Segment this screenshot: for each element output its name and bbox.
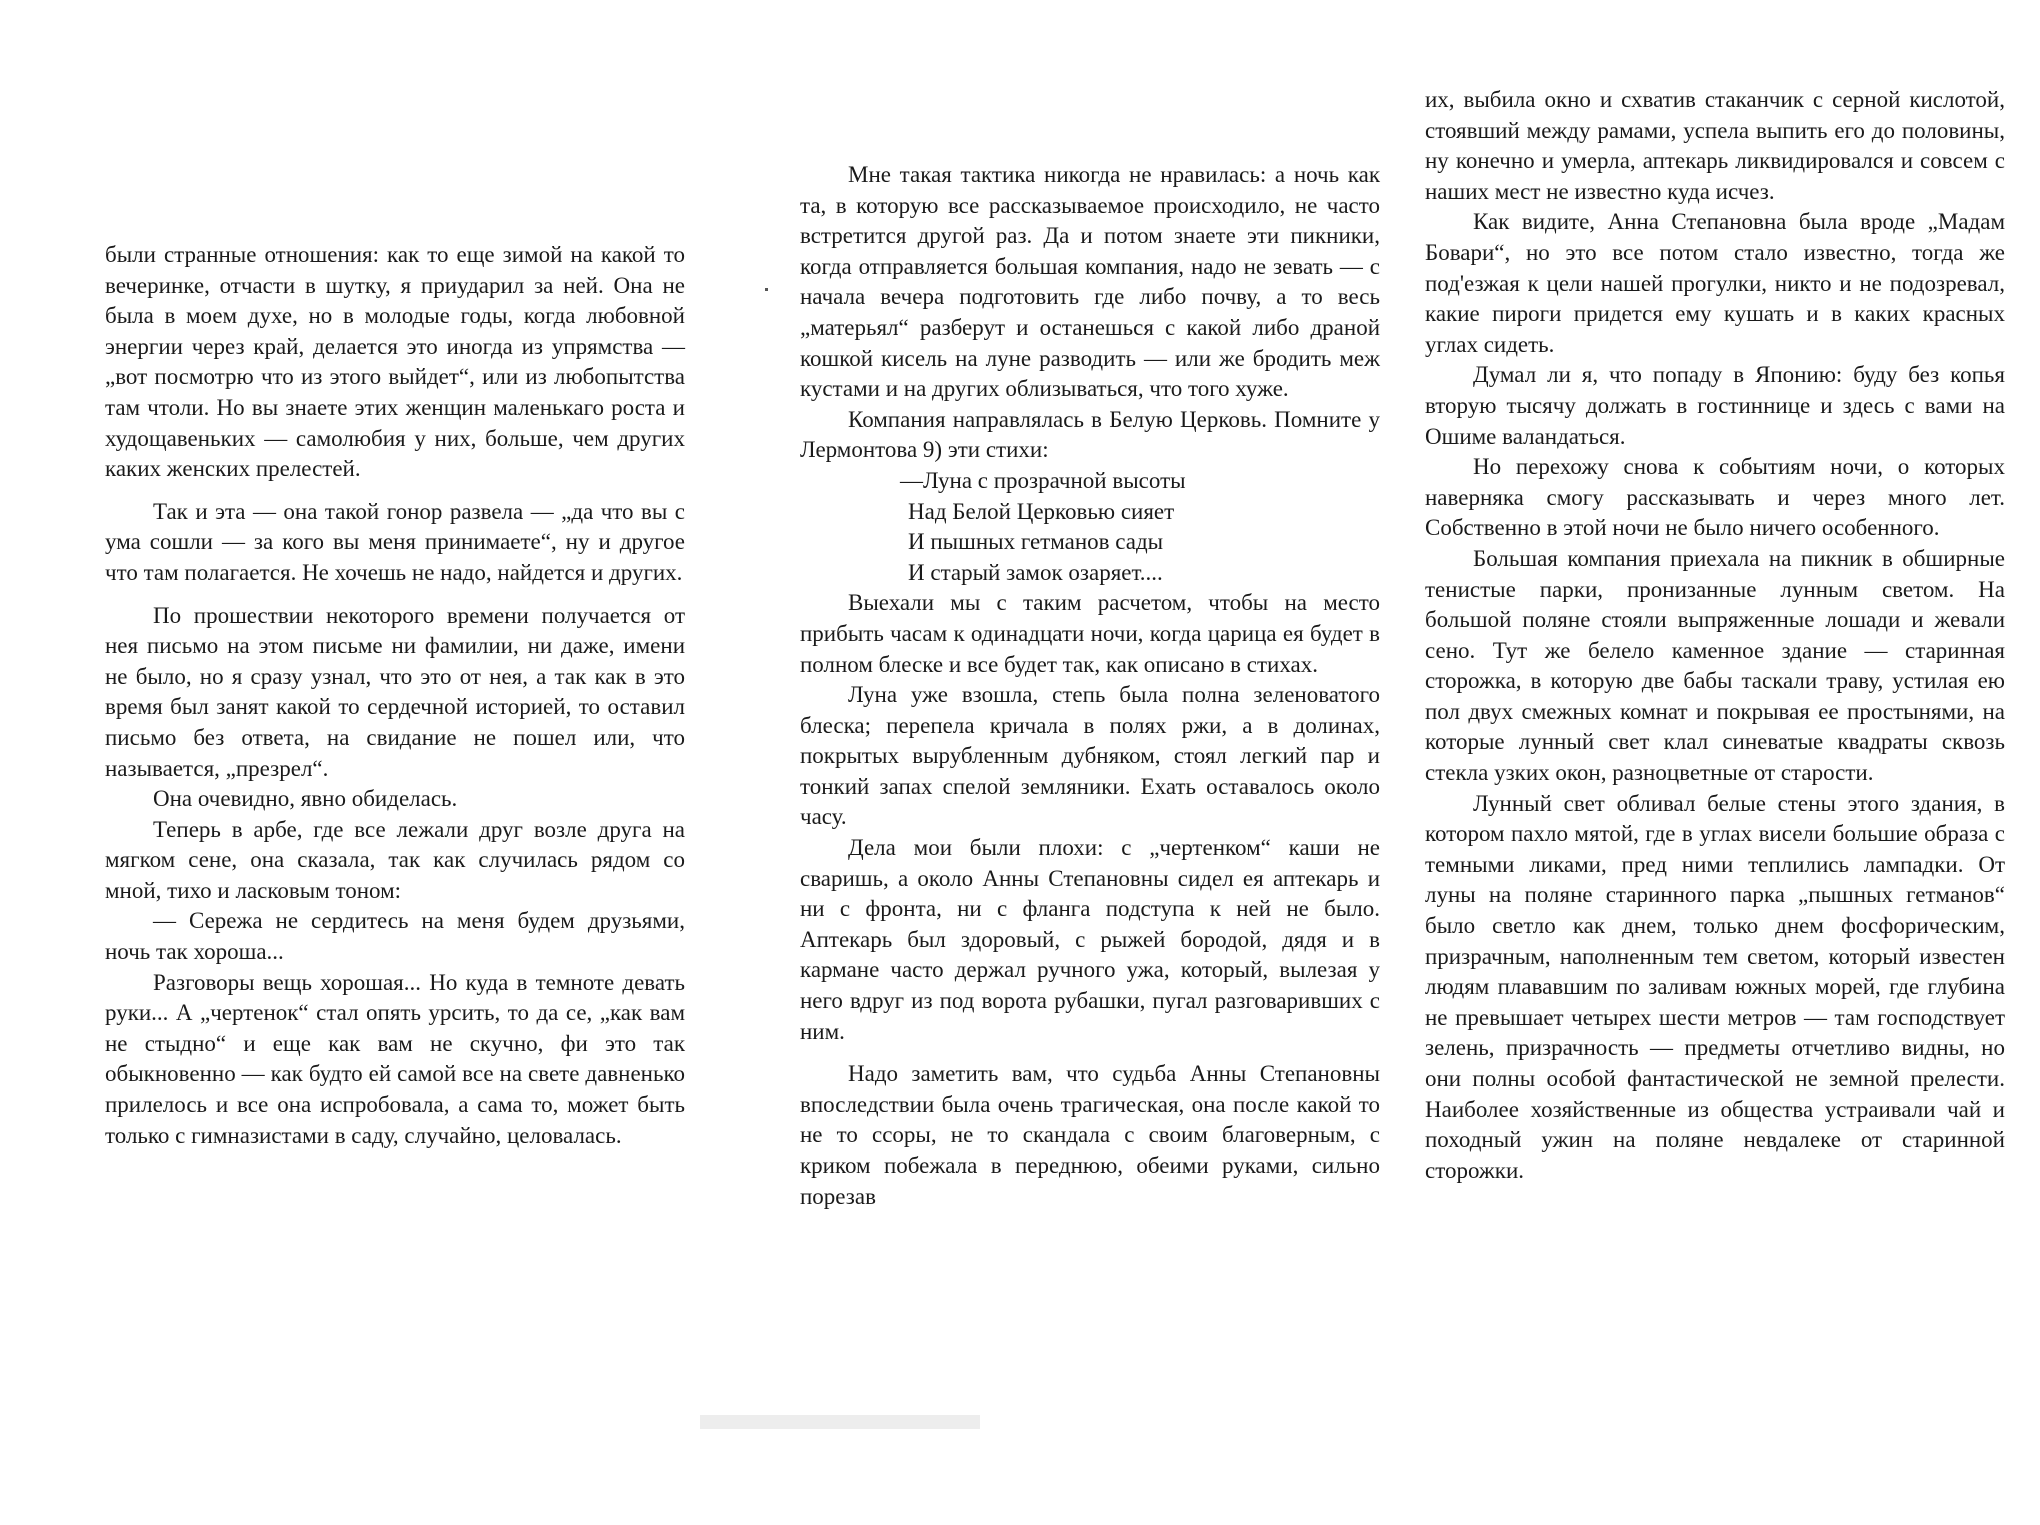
- paragraph: — Сережа не сердитесь на меня будем друзьями, ночь так хороша...: [105, 908, 685, 965]
- print-speck: [765, 288, 768, 291]
- paragraph: их, выбила окно и схватив стаканчик с серной кислотой, стоявший между рамами, успела выпить его до половины, ну конечно и умерла, аптекарь ликвидировался и совсем с наших мест не известно куда исчез.: [1425, 87, 2005, 204]
- paragraph: были странные отношения: как то еще зимой на какой то вечеринке, отчасти в шутку, я приударил за ней. Она не была в моем духе, но в молодые годы, когда любовной энергии через край, делается это иногда из упрямства — „вот посмотрю что из этого выйдет“, или из любопытства там чтоли. Но вы знаете этих женщин маленькаго роста и худощавеньких — самолюбия у них, больше, чем других каких женских прелестей.: [105, 242, 685, 482]
- column-right: [1425, 85, 2005, 1186]
- paragraph: Думал ли я, что попаду в Японию: буду без копья вторую тысячу должать в гостиннице и здесь с вами на Ошиме валандаться.: [1425, 362, 2005, 449]
- column-middle: [800, 160, 1380, 1212]
- paragraph: Но перехожу снова к событиям ночи, о которых наверняка смогу рассказывать и через много лет. Собственно в этой ночи не было ничего особенного.: [1425, 454, 2005, 541]
- column-left: [105, 240, 685, 1151]
- paragraph: Надо заметить вам, что судьба Анны Степановны впоследствии была очень трагическая, она после какой то не то ссоры, не то скандала с своим благоверным, с криком побежала в переднюю, обеими руками, сильно порезав: [800, 1061, 1380, 1209]
- paragraph: Теперь в арбе, где все лежали друг возле друга на мягком сене, она сказала, так как случилась рядом со мной, тихо и ласковым тоном:: [105, 816, 685, 903]
- paragraph: Луна уже взошла, степь была полна зеленоватого блеска; перепела кричала в полях ржи, а в долинах, покрытых вырубленным дубняком, стоял легкий пар и тонкий запах спелой земляники. Ехать оставалось около часу.: [800, 682, 1380, 830]
- paragraph: Так и эта — она такой гонор развела — „да что вы с ума сошли — за кого вы меня принимаете“, ну и другое что там полагается. Не хочешь не надо, найдется и других.: [105, 498, 685, 585]
- paragraph: Мне такая тактика никогда не нравилась: а ночь как та, в которую все рассказываемое происходило, не часто встретится другой раз. Да и потом знаете эти пикники, когда отправляется большая компания, надо не зевать — с начала вечера подготовить где либо почву, а то весь „матерьял“ разберут и останешься с какой либо драной кошкой кисель на луне разводить — или же бродить меж кустами и на других облизываться, что того хуже.: [800, 162, 1380, 402]
- print-smudge: [700, 1415, 980, 1429]
- paragraph: Компания направлялась в Белую Церковь. Помните у Лермонтова 9) эти стихи:: [800, 406, 1380, 463]
- paragraph: Разговоры вещь хорошая... Но куда в темноте девать руки... А „чертенок“ стал опять урсить, то да се, „как вам не стыдно“ и еще как вам не скучно, фи это так обыкновенно — как будто ей самой все на свете давненько прилелось и все она испробовала, а сама то, может быть только с гимназистами в саду, случайно, целовалась.: [105, 969, 685, 1148]
- paragraph: Выехали мы с таким расчетом, чтобы на место прибыть часам к одинадцати ночи, когда царица ея будет в полном блеске и все будет так, как описано в стихах.: [800, 590, 1380, 677]
- poem-line: И старый замок озаряет....: [908, 559, 1163, 585]
- poem-line: Над Белой Церковью сияет: [908, 498, 1175, 524]
- poem-line: И пышных гетманов сады: [908, 529, 1164, 555]
- paragraph: Дела мои были плохи: с „чертенком“ каши не сваришь, а около Анны Степановны сидел ея аптекарь и ни с фронта, ни с фланга подступа к ней не было. Аптекарь был здоровый, с рыжей бородой, дядя и в кармане часто держал ручного ужа, который, вылезая у него вдруг из под ворота рубашки, пугал разговаривших с ним.: [800, 835, 1380, 1044]
- paragraph: Она очевидно, явно обиделась.: [153, 786, 458, 812]
- poem-line: —Луна с прозрачной высоты: [900, 467, 1186, 493]
- paragraph: Лунный свет обливал белые стены этого здания, в котором пахло мятой, где в углах висели большие образа с темными ликами, пред ними теплились лампадки. От луны на поляне старинного парка „пышных гетманов“ было светло как днем, только днем фосфорическим, призрачным, наполненным тем светом, который известен людям плававшим по заливам южных морей, где глубина не превышает четырех шести метров — там господствует зелень, призрачность — предметы отчетливо видны, но они полны особой фантастической не земной прелести. Наиболее хозяйственные из общества устраивали чай и походный ужин на поляне невдалеке от старинной сторожки.: [1425, 790, 2005, 1183]
- poem-quote: [800, 466, 1380, 588]
- paragraph: Большая компания приехала на пикник в обширные тенистые парки, пронизанные лунным светом. На большой поляне стояли выпряженные лошади и жевали сено. Тут же белело каменное здание — старинная сторожка, в которую две бабы таскали траву, устилая ею пол двух смежных комнат и покрывая ее простынями, на которые лунный свет клал синеватые квадраты сквозь стекла узких окон, разноцветные от старости.: [1425, 545, 2005, 786]
- paragraph: По прошествии некоторого времени получается от нея письмо на этом письме ни фамилии, ни даже, имени не было, но я сразу узнал, что это от нея, а так как в это время был занят какой то сердечной историей, то оставил письмо без ответа, на свидание не пошел или, что называется, „презрел“.: [105, 602, 685, 781]
- paragraph: Как видите, Анна Степановна была вроде „Мадам Бовари“, но это все потом стало известно, тогда же под'езжая к цели нашей прогулки, никто и не подозревал, какие пироги придется ему кушать и в каких красных углах сидеть.: [1425, 209, 2005, 357]
